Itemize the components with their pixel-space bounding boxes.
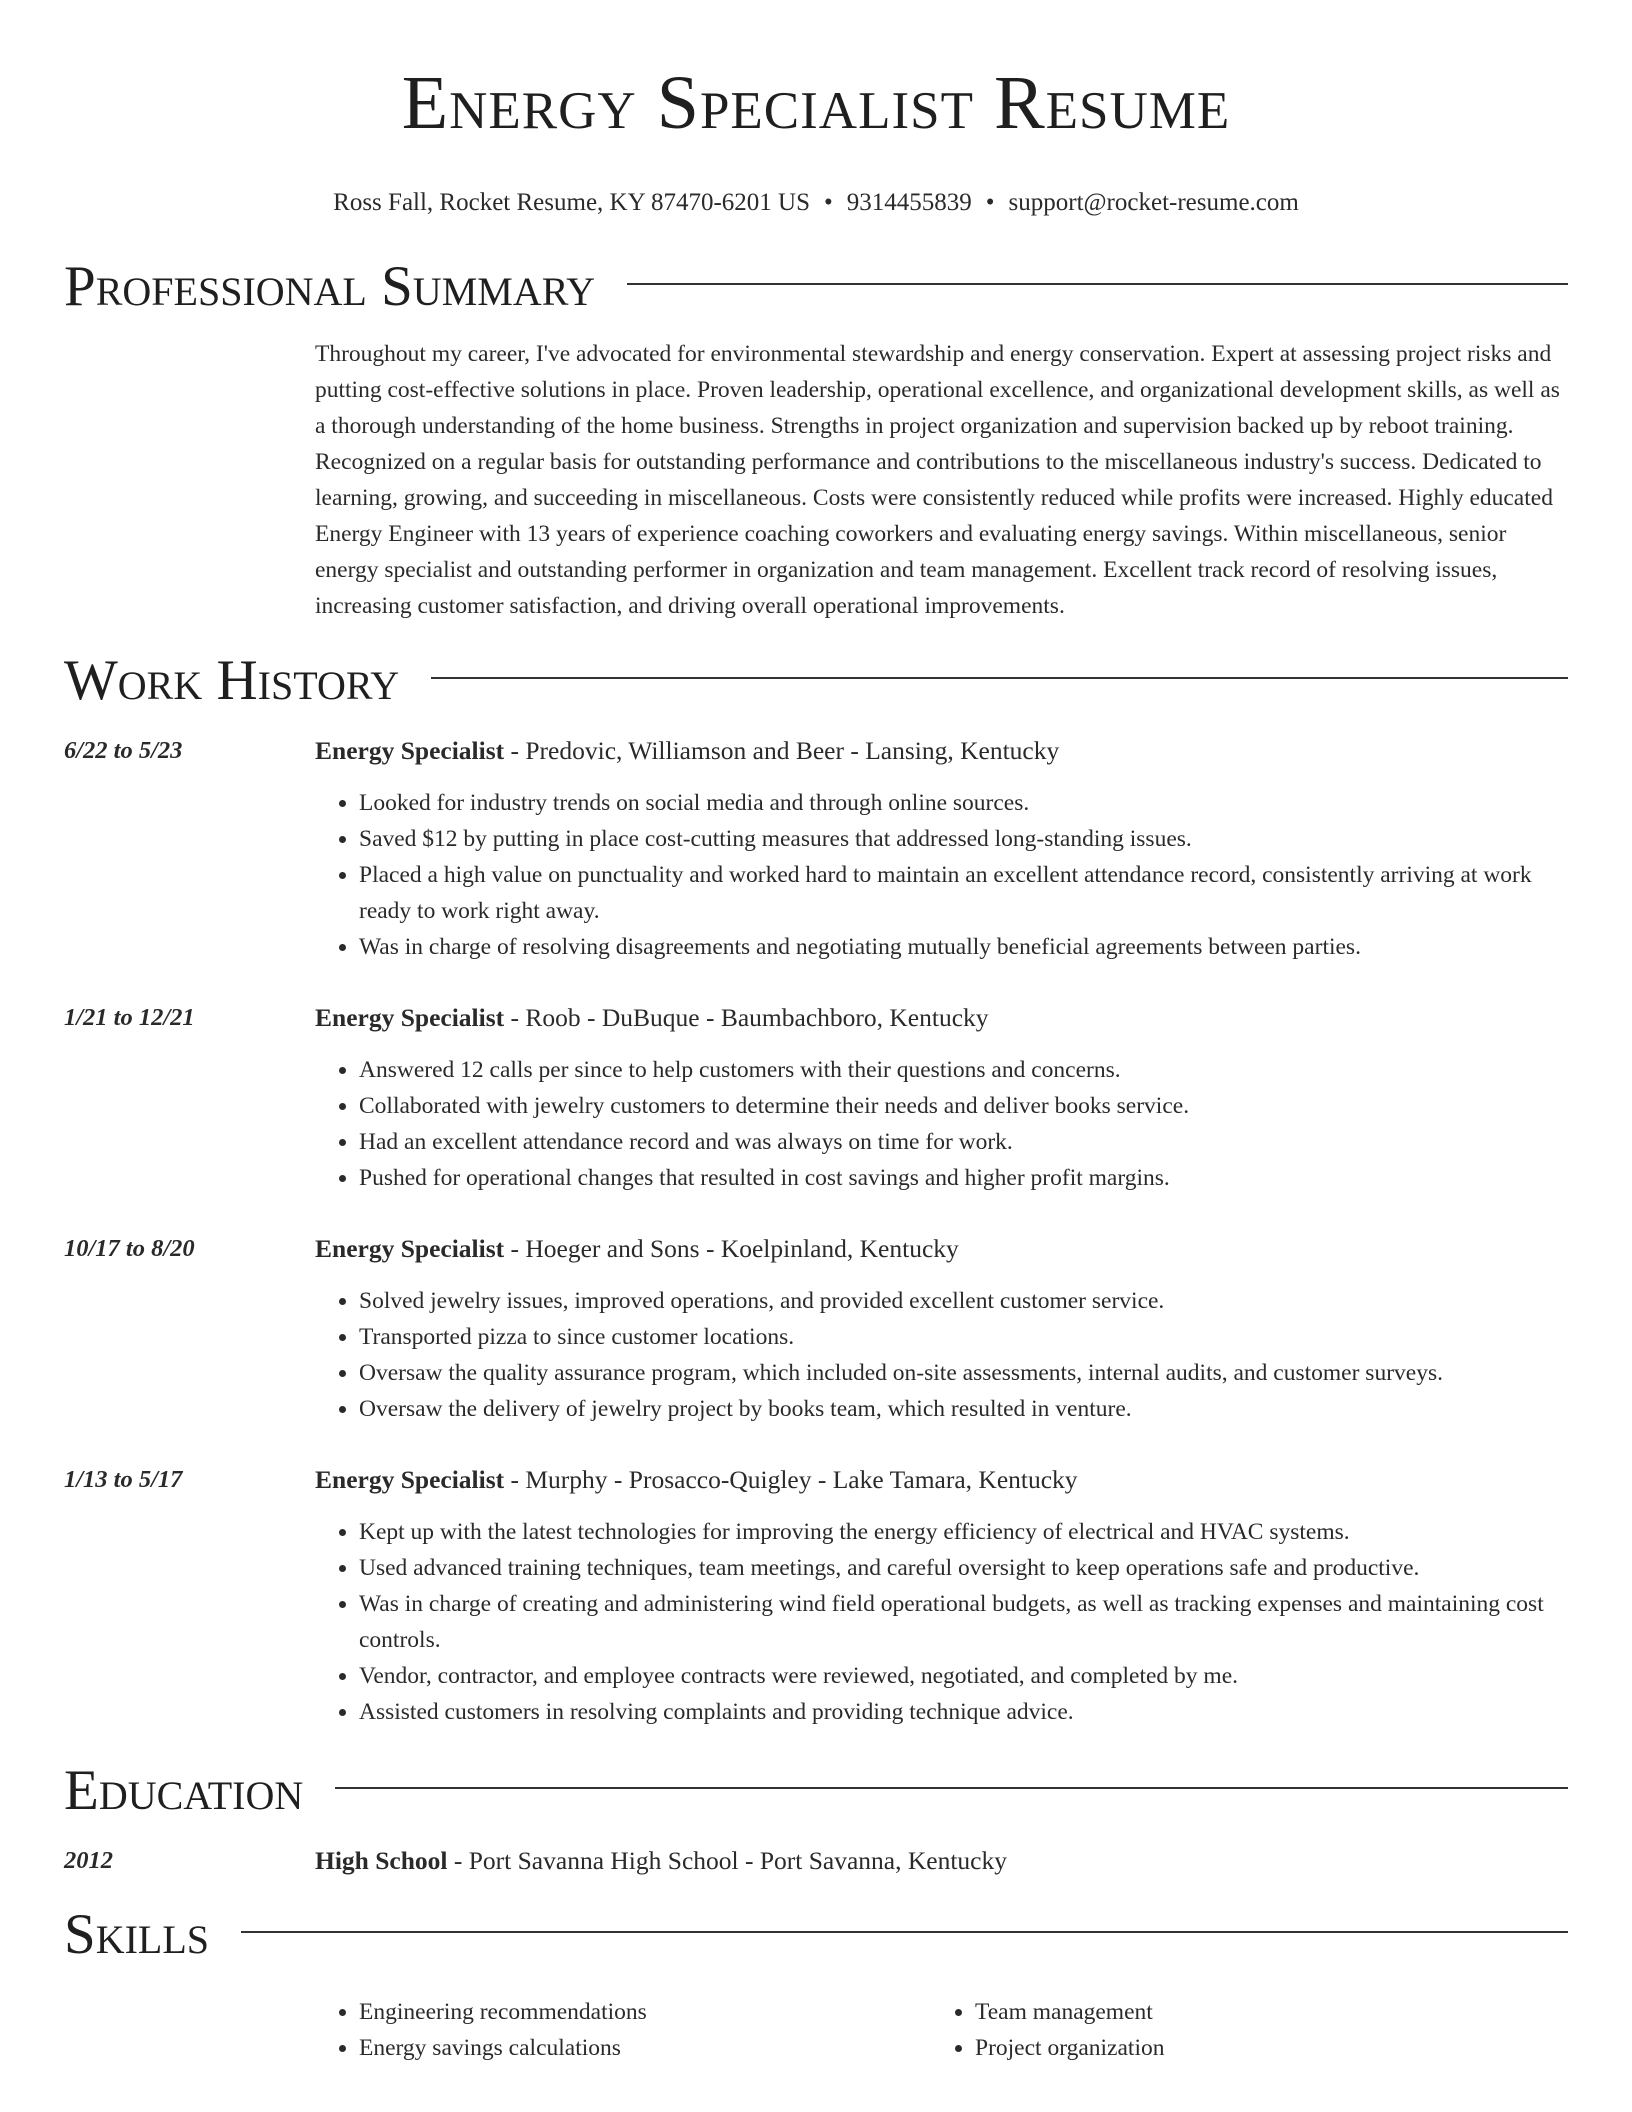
resume-title: Energy Specialist Resume [401,61,1231,145]
job-dates: 10/17 to 8/20 [64,1235,195,1262]
job-bullet: • Pushed for operational changes that resulted in cost savings and higher profit margins. [359,1160,1568,1196]
contact-address: Ross Fall, Rocket Resume, KY 87470-6201 US [333,189,810,216]
skill-item: • Engineering recommendations [359,1994,931,2030]
work-history-section-header [64,648,1568,714]
job-employer: - Predovic, Williamson and Beer - Lansing, Kentucky [504,736,1060,765]
job-bullet: • Kept up with the latest technologies for improving the energy efficiency of electrical and HVAC systems. [359,1514,1568,1550]
job-bullet: • Oversaw the quality assurance program, which included on-site assessments, internal audits, and customer surveys. [359,1355,1568,1391]
skill-item: • Energy savings calculations [359,2030,931,2066]
section-divider [241,1931,1568,1933]
education-section [64,1758,1568,1878]
contact-line [64,186,1568,220]
job-dates: 1/21 to 12/21 [64,1004,195,1031]
job-dates: 6/22 to 5/23 [64,737,183,764]
contact-phone: 9314455839 [846,189,972,216]
job-entry [64,734,1568,965]
job-role: Energy Specialist [315,1003,505,1032]
job-role: Energy Specialist [315,1465,505,1494]
skills-section-header [64,1902,1568,1968]
job-header [315,1232,1568,1266]
job-bullet: • Used advanced training techniques, team meetings, and careful oversight to keep operations safe and productive. [359,1550,1568,1586]
job-employer: - Roob - DuBuque - Baumbachboro, Kentucky [504,1003,989,1032]
contact-separator: • [824,189,833,216]
skill-item: • Project organization [975,2030,1547,2066]
job-role: Energy Specialist [315,736,505,765]
job-bullet: • Placed a high value on punctuality and worked hard to maintain an excellent attendance record, consistently arriving at work ready to work right away. [359,857,1568,929]
education-entry [64,1844,1568,1878]
job-employer: - Hoeger and Sons - Koelpinland, Kentucky [504,1234,959,1263]
contact-email: support@rocket-resume.com [1008,189,1299,216]
job-bullet: • Looked for industry trends on social media and through online sources. [359,785,1568,821]
skills-heading: Skills [64,1903,210,1966]
job-bullet: • Was in charge of creating and administering wind field operational budgets, as well as tracking expenses and maintaining cost controls. [359,1586,1568,1658]
summary-section-header [64,254,1568,320]
job-bullet: • Oversaw the delivery of jewelry project by books team, which resulted in venture. [359,1391,1568,1427]
skills-column-left [315,1994,931,2066]
education-year: 2012 [64,1847,113,1874]
job-bullets [315,785,1568,965]
education-details [315,1844,1568,1878]
skill-item: • Team management [975,1994,1547,2030]
section-divider [431,677,1568,679]
work-history-section [64,648,1568,1730]
job-dates: 1/13 to 5/17 [64,1466,183,1493]
job-employer: - Murphy - Prosacco-Quigley - Lake Tamara, Kentucky [504,1465,1078,1494]
education-heading: Education [64,1759,304,1822]
job-role: Energy Specialist [315,1234,505,1263]
job-header [315,1001,1568,1035]
job-entry [64,1463,1568,1730]
section-divider [627,283,1568,285]
job-details [315,1232,1568,1427]
skills-grid [315,1994,1568,2066]
summary-heading: Professional Summary [64,255,596,318]
job-bullet: • Solved jewelry issues, improved operations, and provided excellent customer service. [359,1283,1568,1319]
job-details [315,734,1568,965]
job-bullet: • Collaborated with jewelry customers to determine their needs and deliver books service. [359,1088,1568,1124]
job-header [315,734,1568,768]
job-bullet: • Vendor, contractor, and employee contracts were reviewed, negotiated, and completed by me. [359,1658,1568,1694]
education-degree: High School [315,1846,448,1875]
job-bullet: • Assisted customers in resolving complaints and providing technique advice. [359,1694,1568,1730]
job-bullets [315,1052,1568,1196]
job-bullet: • Had an excellent attendance record and was always on time for work. [359,1124,1568,1160]
summary-section [64,254,1568,624]
job-entry [64,1232,1568,1427]
job-bullet: • Saved $12 by putting in place cost-cutting measures that addressed long-standing issues. [359,821,1568,857]
education-school: - Port Savanna High School - Port Savanna, Kentucky [447,1846,1007,1875]
job-entry [64,1001,1568,1196]
skills-column-right [931,1994,1547,2066]
skills-section [64,1902,1568,2066]
contact-separator: • [985,189,995,216]
job-header [315,1463,1568,1497]
job-details [315,1463,1568,1730]
job-details [315,1001,1568,1196]
work-history-heading: Work History [64,649,400,712]
job-bullet: • Answered 12 calls per since to help customers with their questions and concerns. [359,1052,1568,1088]
job-bullet: • Was in charge of resolving disagreements and negotiating mutually beneficial agreements between parties. [359,929,1568,965]
education-section-header [64,1758,1568,1824]
education-header [315,1844,1568,1878]
job-bullet: • Transported pizza to since customer locations. [359,1319,1568,1355]
job-bullets [315,1514,1568,1730]
summary-text: Throughout my career, I've advocated for environmental stewardship and energy conservation. Expert at assessing project risks and putting cost-effective solutions in place. Proven leadership, operational excellence, and organizational development skills, as well as a thorough understanding of the home business. Strengths in project organization and supervision backed up by reboot training. Recognized on a regular basis for outstanding performance and contributions to the miscellaneous industry's success. Dedicated to learning, growing, and succeeding in miscellaneous. Costs were consistently reduced while profits were increased. Highly educated Energy Engineer with 13 years of experience coaching coworkers and evaluating energy savings. Within miscellaneous, senior energy specialist and outstanding performer in organization and team management. Excellent track record of resolving issues, increasing customer satisfaction, and driving overall operational improvements. [315,341,1560,619]
job-bullets [315,1283,1568,1427]
section-divider [335,1787,1568,1789]
